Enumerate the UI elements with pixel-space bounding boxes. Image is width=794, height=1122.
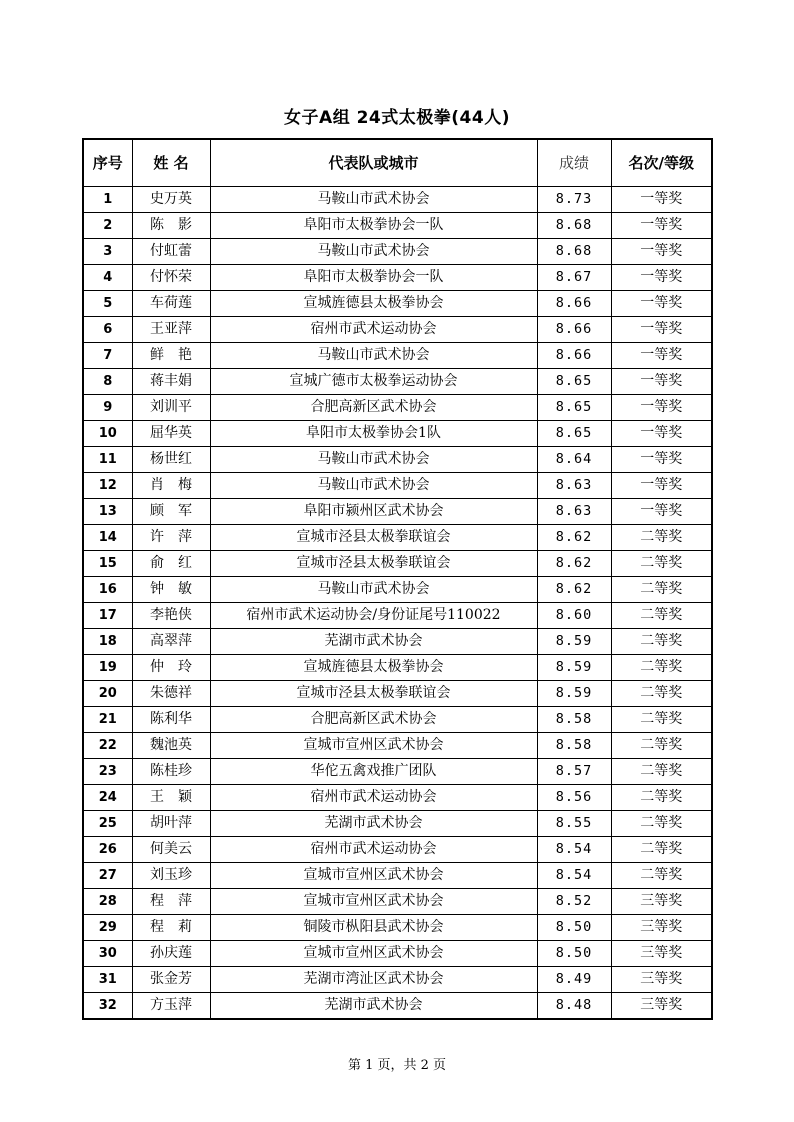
cell-rank: 4 — [83, 264, 132, 290]
cell-score: 8.52 — [537, 888, 611, 914]
cell-award: 二等奖 — [611, 524, 712, 550]
cell-award: 一等奖 — [611, 394, 712, 420]
cell-team: 宣城市泾县太极拳联谊会 — [210, 524, 537, 550]
cell-team: 宣城市宣州区武术协会 — [210, 940, 537, 966]
cell-rank: 29 — [83, 914, 132, 940]
cell-team: 合肥高新区武术协会 — [210, 394, 537, 420]
cell-rank: 16 — [83, 576, 132, 602]
cell-score: 8.73 — [537, 186, 611, 212]
cell-award: 一等奖 — [611, 238, 712, 264]
cell-award: 二等奖 — [611, 550, 712, 576]
cell-name: 史万英 — [132, 186, 210, 212]
header-score: 成绩 — [537, 139, 611, 186]
cell-team: 阜阳市颍州区武术协会 — [210, 498, 537, 524]
cell-score: 8.55 — [537, 810, 611, 836]
cell-name: 何美云 — [132, 836, 210, 862]
cell-name: 魏池英 — [132, 732, 210, 758]
cell-team: 宣城市宣州区武术协会 — [210, 732, 537, 758]
cell-rank: 2 — [83, 212, 132, 238]
cell-award: 三等奖 — [611, 940, 712, 966]
cell-award: 一等奖 — [611, 212, 712, 238]
table-row — [83, 368, 712, 394]
table-row — [83, 888, 712, 914]
cell-rank: 30 — [83, 940, 132, 966]
cell-name: 俞 红 — [132, 550, 210, 576]
cell-name: 车荷莲 — [132, 290, 210, 316]
cell-score: 8.54 — [537, 862, 611, 888]
cell-name: 付怀荣 — [132, 264, 210, 290]
cell-score: 8.58 — [537, 732, 611, 758]
table-row — [83, 186, 712, 212]
cell-name: 陈利华 — [132, 706, 210, 732]
cell-rank: 12 — [83, 472, 132, 498]
cell-score: 8.65 — [537, 420, 611, 446]
cell-team: 宣城旌德县太极拳协会 — [210, 654, 537, 680]
cell-rank: 14 — [83, 524, 132, 550]
table-row — [83, 732, 712, 758]
cell-team: 马鞍山市武术协会 — [210, 342, 537, 368]
cell-award: 一等奖 — [611, 316, 712, 342]
cell-award: 二等奖 — [611, 706, 712, 732]
cell-award: 二等奖 — [611, 576, 712, 602]
cell-rank: 15 — [83, 550, 132, 576]
cell-rank: 3 — [83, 238, 132, 264]
cell-team: 芜湖市武术协会 — [210, 992, 537, 1019]
table-body — [83, 186, 712, 1019]
cell-score: 8.68 — [537, 238, 611, 264]
cell-score: 8.59 — [537, 628, 611, 654]
cell-award: 一等奖 — [611, 498, 712, 524]
cell-score: 8.49 — [537, 966, 611, 992]
table-row — [83, 316, 712, 342]
cell-team: 宣城市宣州区武术协会 — [210, 888, 537, 914]
cell-score: 8.63 — [537, 498, 611, 524]
table-row — [83, 472, 712, 498]
cell-team: 芜湖市武术协会 — [210, 810, 537, 836]
table-row — [83, 914, 712, 940]
cell-award: 一等奖 — [611, 368, 712, 394]
cell-score: 8.58 — [537, 706, 611, 732]
table-row — [83, 654, 712, 680]
cell-name: 陈 影 — [132, 212, 210, 238]
cell-award: 一等奖 — [611, 472, 712, 498]
table-row — [83, 524, 712, 550]
cell-team: 芜湖市武术协会 — [210, 628, 537, 654]
cell-rank: 24 — [83, 784, 132, 810]
cell-award: 二等奖 — [611, 836, 712, 862]
cell-award: 三等奖 — [611, 888, 712, 914]
cell-rank: 7 — [83, 342, 132, 368]
table-row — [83, 758, 712, 784]
cell-rank: 1 — [83, 186, 132, 212]
cell-rank: 9 — [83, 394, 132, 420]
cell-team: 马鞍山市武术协会 — [210, 186, 537, 212]
cell-team: 宣城市宣州区武术协会 — [210, 862, 537, 888]
cell-score: 8.59 — [537, 654, 611, 680]
header-award: 名次/等级 — [611, 139, 712, 186]
cell-rank: 5 — [83, 290, 132, 316]
cell-award: 二等奖 — [611, 862, 712, 888]
cell-team: 马鞍山市武术协会 — [210, 238, 537, 264]
cell-award: 一等奖 — [611, 264, 712, 290]
cell-award: 三等奖 — [611, 914, 712, 940]
cell-name: 朱德祥 — [132, 680, 210, 706]
cell-team: 铜陵市枞阳县武术协会 — [210, 914, 537, 940]
table-header-row — [83, 139, 712, 186]
table-row — [83, 238, 712, 264]
cell-score: 8.65 — [537, 394, 611, 420]
table-row — [83, 394, 712, 420]
cell-award: 一等奖 — [611, 290, 712, 316]
cell-team: 阜阳市太极拳协会1队 — [210, 420, 537, 446]
table-row — [83, 212, 712, 238]
page-title: 女子A组 24式太极拳(44人) — [284, 108, 510, 128]
table-row — [83, 810, 712, 836]
cell-team: 宿州市武术运动协会/身份证尾号110022 — [210, 602, 537, 628]
table-row — [83, 342, 712, 368]
table-row — [83, 680, 712, 706]
cell-name: 许 萍 — [132, 524, 210, 550]
cell-score: 8.66 — [537, 290, 611, 316]
cell-award: 二等奖 — [611, 810, 712, 836]
cell-name: 王 颖 — [132, 784, 210, 810]
page-footer: 第 1 页，共 2 页 — [347, 1058, 447, 1073]
cell-rank: 8 — [83, 368, 132, 394]
header-name: 姓 名 — [132, 139, 210, 186]
table-row — [83, 602, 712, 628]
cell-name: 鲜 艳 — [132, 342, 210, 368]
table-row — [83, 836, 712, 862]
results-table — [82, 138, 713, 1020]
cell-rank: 6 — [83, 316, 132, 342]
cell-rank: 25 — [83, 810, 132, 836]
cell-name: 程 萍 — [132, 888, 210, 914]
table-row — [83, 264, 712, 290]
table-row — [83, 940, 712, 966]
cell-score: 8.66 — [537, 316, 611, 342]
cell-name: 刘玉珍 — [132, 862, 210, 888]
cell-award: 一等奖 — [611, 420, 712, 446]
table-row — [83, 420, 712, 446]
cell-name: 刘训平 — [132, 394, 210, 420]
cell-team: 芜湖市湾沚区武术协会 — [210, 966, 537, 992]
cell-name: 屈华英 — [132, 420, 210, 446]
cell-rank: 20 — [83, 680, 132, 706]
cell-score: 8.65 — [537, 368, 611, 394]
cell-name: 顾 军 — [132, 498, 210, 524]
cell-score: 8.59 — [537, 680, 611, 706]
cell-award: 二等奖 — [611, 732, 712, 758]
cell-score: 8.57 — [537, 758, 611, 784]
cell-rank: 28 — [83, 888, 132, 914]
cell-name: 陈桂珍 — [132, 758, 210, 784]
cell-team: 宣城市泾县太极拳联谊会 — [210, 680, 537, 706]
cell-team: 马鞍山市武术协会 — [210, 446, 537, 472]
cell-name: 蒋丰娟 — [132, 368, 210, 394]
table-row — [83, 966, 712, 992]
cell-team: 阜阳市太极拳协会一队 — [210, 212, 537, 238]
cell-award: 二等奖 — [611, 784, 712, 810]
table-row — [83, 446, 712, 472]
cell-team: 宿州市武术运动协会 — [210, 836, 537, 862]
cell-rank: 18 — [83, 628, 132, 654]
cell-score: 8.66 — [537, 342, 611, 368]
cell-name: 肖 梅 — [132, 472, 210, 498]
cell-team: 宣城广德市太极拳运动协会 — [210, 368, 537, 394]
cell-rank: 22 — [83, 732, 132, 758]
cell-name: 孙庆莲 — [132, 940, 210, 966]
table-row — [83, 498, 712, 524]
cell-award: 一等奖 — [611, 446, 712, 472]
cell-award: 二等奖 — [611, 628, 712, 654]
cell-score: 8.50 — [537, 914, 611, 940]
cell-score: 8.56 — [537, 784, 611, 810]
cell-award: 一等奖 — [611, 342, 712, 368]
cell-score: 8.64 — [537, 446, 611, 472]
cell-name: 钟 敏 — [132, 576, 210, 602]
header-team: 代表队或城市 — [210, 139, 537, 186]
cell-name: 仲 玲 — [132, 654, 210, 680]
cell-name: 李艳侠 — [132, 602, 210, 628]
table-row — [83, 628, 712, 654]
cell-name: 张金芳 — [132, 966, 210, 992]
cell-name: 付虹蕾 — [132, 238, 210, 264]
cell-score: 8.50 — [537, 940, 611, 966]
cell-team: 华佗五禽戏推广团队 — [210, 758, 537, 784]
table-row — [83, 862, 712, 888]
cell-score: 8.54 — [537, 836, 611, 862]
cell-name: 方玉萍 — [132, 992, 210, 1019]
table-row — [83, 576, 712, 602]
cell-team: 马鞍山市武术协会 — [210, 576, 537, 602]
cell-name: 王亚萍 — [132, 316, 210, 342]
cell-rank: 10 — [83, 420, 132, 446]
cell-award: 二等奖 — [611, 654, 712, 680]
cell-rank: 13 — [83, 498, 132, 524]
cell-name: 程 莉 — [132, 914, 210, 940]
cell-team: 宿州市武术运动协会 — [210, 316, 537, 342]
cell-rank: 19 — [83, 654, 132, 680]
cell-award: 二等奖 — [611, 680, 712, 706]
cell-award: 二等奖 — [611, 758, 712, 784]
cell-award: 三等奖 — [611, 992, 712, 1019]
table-row — [83, 784, 712, 810]
cell-team: 阜阳市太极拳协会一队 — [210, 264, 537, 290]
cell-team: 宣城旌德县太极拳协会 — [210, 290, 537, 316]
cell-rank: 31 — [83, 966, 132, 992]
cell-rank: 11 — [83, 446, 132, 472]
cell-score: 8.62 — [537, 550, 611, 576]
cell-rank: 27 — [83, 862, 132, 888]
cell-rank: 23 — [83, 758, 132, 784]
cell-rank: 21 — [83, 706, 132, 732]
cell-team: 合肥高新区武术协会 — [210, 706, 537, 732]
cell-award: 二等奖 — [611, 602, 712, 628]
cell-score: 8.63 — [537, 472, 611, 498]
cell-team: 宿州市武术运动协会 — [210, 784, 537, 810]
cell-score: 8.67 — [537, 264, 611, 290]
table-row — [83, 992, 712, 1019]
table-row — [83, 290, 712, 316]
cell-team: 马鞍山市武术协会 — [210, 472, 537, 498]
cell-score: 8.60 — [537, 602, 611, 628]
cell-name: 杨世红 — [132, 446, 210, 472]
cell-name: 高翠萍 — [132, 628, 210, 654]
cell-team: 宣城市泾县太极拳联谊会 — [210, 550, 537, 576]
cell-rank: 26 — [83, 836, 132, 862]
cell-name: 胡叶萍 — [132, 810, 210, 836]
table-row — [83, 706, 712, 732]
header-rank: 序号 — [83, 139, 132, 186]
table-row — [83, 550, 712, 576]
cell-award: 一等奖 — [611, 186, 712, 212]
cell-score: 8.62 — [537, 524, 611, 550]
cell-rank: 32 — [83, 992, 132, 1019]
cell-score: 8.48 — [537, 992, 611, 1019]
cell-score: 8.68 — [537, 212, 611, 238]
cell-score: 8.62 — [537, 576, 611, 602]
cell-rank: 17 — [83, 602, 132, 628]
cell-award: 三等奖 — [611, 966, 712, 992]
